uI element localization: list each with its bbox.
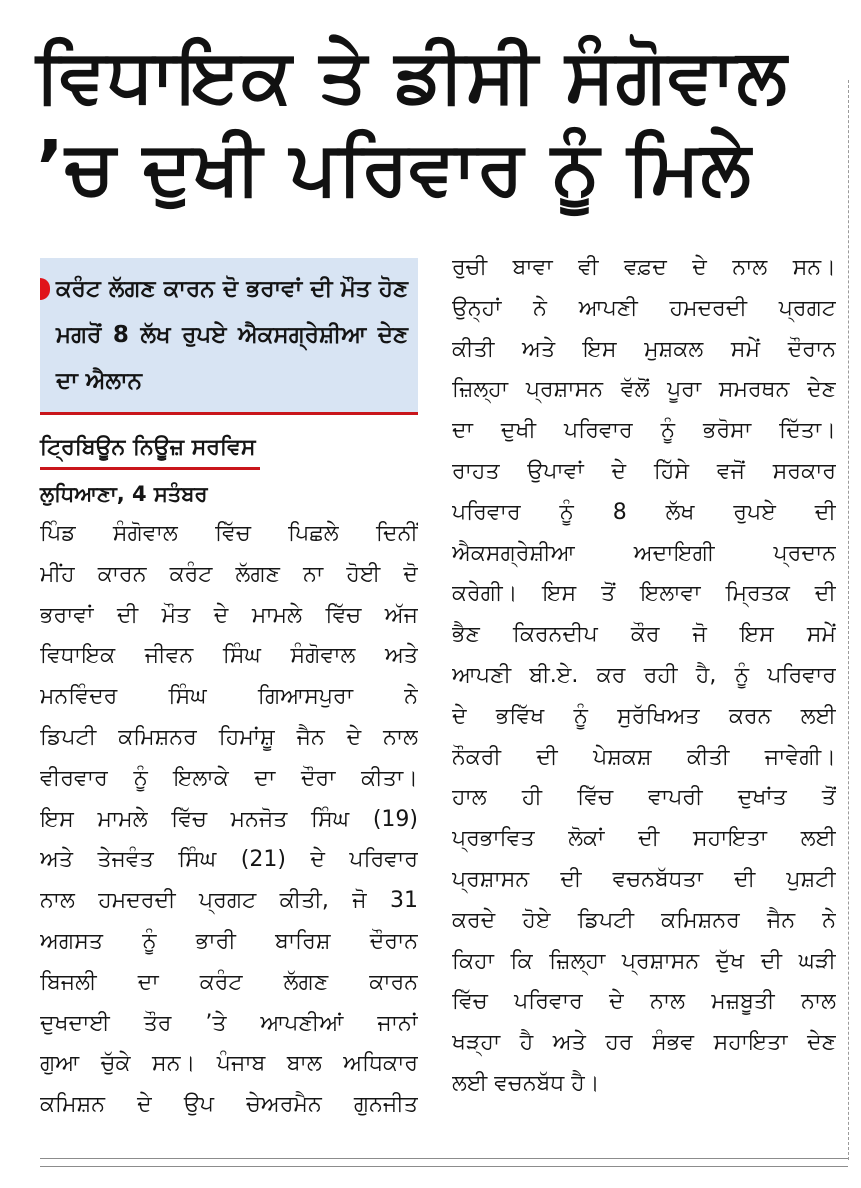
body-line: ਭਰਾਵਾਂ ਦੀ ਮੌਤ ਦੇ ਮਾਮਲੇ ਵਿੱਚ ਅੱਜ [40, 602, 418, 628]
body-line: ਹਾਲ ਹੀ ਵਿੱਚ ਵਾਪਰੀ ਦੁਖਾਂਤ ਤੋਂ [452, 785, 836, 811]
body-line: ਕਰਦੇ ਹੋਏ ਡਿਪਟੀ ਕਮਿਸ਼ਨਰ ਜੈਨ ਨੇ [452, 907, 836, 933]
bottom-rule [40, 1166, 848, 1167]
body-line: ਦੁਖਦਾਈ ਤੌਰ ’ਤੇ ਆਪਣੀਆਂ ਜਾਨਾਂ [40, 1010, 418, 1036]
body-line: ਵਿਧਾਇਕ ਜੀਵਨ ਸਿੰਘ ਸੰਗੋਵਾਲ ਅਤੇ [40, 643, 418, 669]
body-line: ਖੜ੍ਹਾ ਹੈ ਅਤੇ ਹਰ ਸੰਭਵ ਸਹਾਇਤਾ ਦੇਣ [452, 1030, 836, 1056]
body-line: ਰੁਚੀ ਬਾਵਾ ਵੀ ਵਫ਼ਦ ਦੇ ਨਾਲ ਸਨ। [452, 255, 836, 280]
bottom-rule [40, 1158, 848, 1159]
body-line: ਵੀਰਵਾਰ ਨੂੰ ਇਲਾਕੇ ਦਾ ਦੌਰਾ ਕੀਤਾ। [40, 765, 418, 791]
body-line: ਅਤੇ ਤੇਜਵੰਤ ਸਿੰਘ (21) ਦੇ ਪਰਿਵਾਰ [40, 847, 418, 873]
body-line: ਕੀਤੀ ਅਤੇ ਇਸ ਮੁਸ਼ਕਲ ਸਮੇਂ ਦੌਰਾਨ [452, 336, 836, 362]
body-line: ਆਪਣੀ ਬੀ.ਏ. ਕਰ ਰਹੀ ਹੈ, ਨੂੰ ਪਰਿਵਾਰ [452, 662, 836, 688]
body-line: ਪ੍ਰਭਾਵਿਤ ਲੋਕਾਂ ਦੀ ਸਹਾਇਤਾ ਲਈ [452, 826, 836, 852]
deck-box [40, 258, 418, 415]
right-column [452, 248, 836, 1105]
byline-wrap [40, 429, 418, 470]
body-line: ਗੁਆ ਚੁੱਕੇ ਸਨ। ਪੰਜਾਬ ਬਾਲ ਅਧਿਕਾਰ [40, 1051, 418, 1077]
body-line: ਮੀਂਹ ਕਾਰਨ ਕਰੰਟ ਲੱਗਣ ਨਾ ਹੋਈ ਦੋ [40, 561, 418, 587]
body-line: ਲਈ ਵਚਨਬੱਧ ਹੈ। [452, 1070, 600, 1096]
body-line: ਕਰੇਗੀ। ਇਸ ਤੋਂ ਇਲਾਵਾ ਮ੍ਰਿਤਕ ਦੀ [452, 581, 836, 607]
body-line: ਦਾ ਦੁਖੀ ਪਰਿਵਾਰ ਨੂੰ ਭਰੋਸਾ ਦਿੱਤਾ। [452, 418, 836, 444]
body-line: ਬਿਜਲੀ ਦਾ ਕਰੰਟ ਲੱਗਣ ਕਾਰਨ [40, 969, 418, 995]
body-line: ਕਮਿਸ਼ਨ ਦੇ ਉਪ ਚੇਅਰਮੈਨ ਗੁਨਜੀਤ [40, 1092, 418, 1118]
body-line: ਐਕਸਗ੍ਰੇਸ਼ੀਆ ਅਦਾਇਗੀ ਪ੍ਰਦਾਨ [452, 540, 836, 566]
body-line: ਉਨ੍ਹਾਂ ਨੇ ਆਪਣੀ ਹਮਦਰਦੀ ਪ੍ਰਗਟ [452, 295, 836, 321]
body-line: ਪਰਿਵਾਰ ਨੂੰ 8 ਲੱਖ ਰੁਪਏ ਦੀ [452, 499, 836, 525]
headline-line-2: ’ਚ ਦੁਖੀ ਪਰਿਵਾਰ ਨੂੰ ਮਿਲੇ [36, 125, 752, 211]
body-line: ਅਗਸਤ ਨੂੰ ਭਾਰੀ ਬਾਰਿਸ਼ ਦੌਰਾਨ [40, 928, 418, 954]
byline: ਟ੍ਰਿਬਿਊਨ ਨਿਊਜ਼ ਸਰਵਿਸ [40, 429, 260, 470]
left-body [40, 514, 418, 1126]
headline [36, 30, 836, 214]
body-line: ਵਿੱਚ ਪਰਿਵਾਰ ਦੇ ਨਾਲ ਮਜ਼ਬੂਤੀ ਨਾਲ [452, 989, 836, 1015]
body-line: ਪਿੰਡ ਸੰਗੋਵਾਲ ਵਿੱਚ ਪਿਛਲੇ ਦਿਨੀਂ [40, 521, 418, 546]
headline-line-1: ਵਿਧਾਇਕ ਤੇ ਡੀਸੀ ਸੰਗੋਵਾਲ [36, 33, 788, 119]
body-line: ਕਿਹਾ ਕਿ ਜ਼ਿਲ੍ਹਾ ਪ੍ਰਸ਼ਾਸਨ ਦੁੱਖ ਦੀ ਘੜੀ [452, 948, 836, 974]
left-column [40, 258, 418, 1126]
dateline: ਲੁਧਿਆਣਾ, 4 ਸਤੰਬਰ [40, 482, 208, 506]
column-rule [848, 80, 849, 1160]
body-line: ਨਾਲ ਹਮਦਰਦੀ ਪ੍ਰਗਟ ਕੀਤੀ, ਜੋ 31 [40, 888, 418, 914]
body-line: ਭੈਣ ਕਿਰਨਦੀਪ ਕੌਰ ਜੋ ਇਸ ਸਮੇਂ [452, 622, 836, 648]
body-line: ਮਨਵਿੰਦਰ ਸਿੰਘ ਗਿਆਸਪੁਰਾ ਨੇ [40, 684, 418, 710]
deck-text: ਕਰੰਟ ਲੱਗਣ ਕਾਰਨ ਦੋ ਭਰਾਵਾਂ ਦੀ ਮੌਤ ਹੋਣ ਮਗਰੋਂ 8 ਲੱਖ ਰੁਪਏ ਐਕਸਗ੍ਰੇਸ਼ੀਆ ਦੇਣ ਦਾ ਐਲਾਨ [56, 276, 408, 394]
body-line: ਦੇ ਭਵਿੱਖ ਨੂੰ ਸੁਰੱਖਿਅਤ ਕਰਨ ਲਈ [452, 703, 836, 729]
red-bullet-icon [40, 278, 50, 300]
body-line: ਰਾਹਤ ਉਪਾਵਾਂ ਦੇ ਹਿੱਸੇ ਵਜੋਂ ਸਰਕਾਰ [452, 458, 836, 484]
body-line: ਇਸ ਮਾਮਲੇ ਵਿੱਚ ਮਨਜੋਤ ਸਿੰਘ (19) [40, 806, 418, 832]
body-line: ਨੌਕਰੀ ਦੀ ਪੇਸ਼ਕਸ਼ ਕੀਤੀ ਜਾਵੇਗੀ। [452, 744, 836, 770]
body-line: ਜ਼ਿਲ੍ਹਾ ਪ੍ਰਸ਼ਾਸਨ ਵੱਲੋਂ ਪੂਰਾ ਸਮਰਥਨ ਦੇਣ [452, 377, 836, 403]
body-line: ਡਿਪਟੀ ਕਮਿਸ਼ਨਰ ਹਿਮਾਂਸ਼ੂ ਜੈਨ ਦੇ ਨਾਲ [40, 724, 418, 750]
body-line: ਪ੍ਰਸ਼ਾਸਨ ਦੀ ਵਚਨਬੱਧਤਾ ਦੀ ਪੁਸ਼ਟੀ [452, 866, 836, 892]
